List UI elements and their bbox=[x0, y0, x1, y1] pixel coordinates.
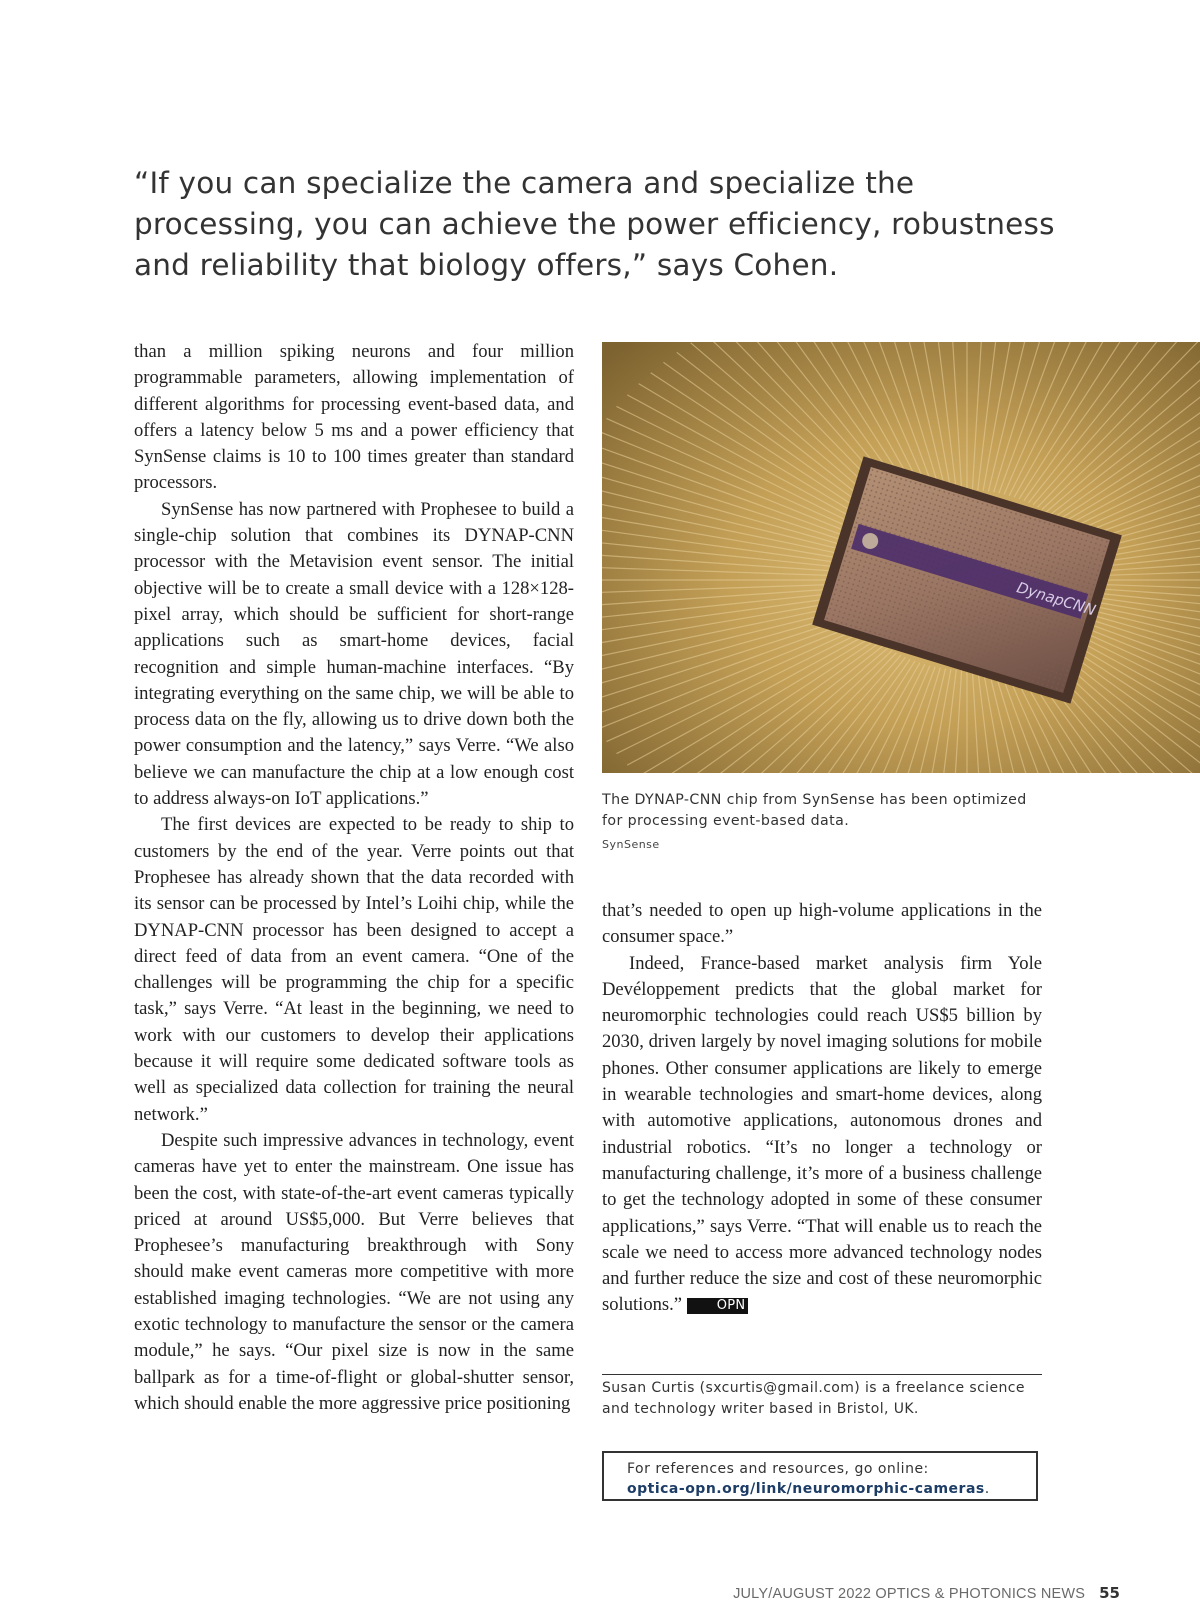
chip-photo-image bbox=[602, 342, 1200, 773]
references-tail: . bbox=[984, 1481, 990, 1497]
page-number: 55 bbox=[1099, 1584, 1120, 1602]
paragraph-last bbox=[602, 951, 1042, 1319]
references-box bbox=[602, 1451, 1038, 1501]
paragraph: SynSense has now partnered with Prophesee to build a single-chip solution that combines its DYNAP-CNN processor with the Metavision event sensor. The initial objective will be to create a small device with a 128×128-pixel array, which should be sufficient for short-range applications such as smart-home devices, facial recognition and simple human-machine interfaces. “By integrating everything on the same chip, we will be able to process data on the fly, allowing us to drive down both the power consumption and the latency,” says Verre. “We also believe we can manufacture the chip at a low enough cost to address always-on IoT applications.” bbox=[134, 498, 574, 810]
photo-caption: The DYNAP-CNN chip from SynSense has been optimized for processing event-based data. bbox=[602, 792, 1027, 829]
paragraph: than a million spiking neurons and four million programmable parameters, allowing implementation of different algorithms for processing event-based data, and offers a latency below 5 ms and a power efficiency that SynSense claims is 10 to 100 times greater than standard processors. bbox=[134, 341, 574, 494]
references-lead: For references and resources, go online: bbox=[627, 1461, 929, 1477]
pull-quote: “If you can specialize the camera and specialize the processing, you can achieve the power efficiency, robustness and reliability that biology offers,” says Cohen. bbox=[134, 166, 1055, 282]
bio-divider bbox=[602, 1374, 1042, 1375]
references-link[interactable]: optica-opn.org/link/neuromorphic-cameras bbox=[627, 1481, 985, 1497]
article-column-left bbox=[134, 339, 574, 1417]
paragraph: The first devices are expected to be ready to ship to customers by the end of the year. Verre points out that Prophesee has already shown that the data recorded with its sensor can be processed by Intel’s Loihi chip, while the DYNAP-CNN processor has been designed to accept a direct feed of data from an event camera. “One of the challenges will be programming the chip for a specific task,” says Verre. “At least in the beginning, we need to work with our customers to develop their applications because it will require some dedicated software tools as well as specialized data collection for training the neural network.” bbox=[134, 814, 574, 1125]
chip-photo bbox=[602, 342, 1200, 773]
author-bio: Susan Curtis (sxcurtis@gmail.com) is a freelance science and technology writer based in Bristol, UK. bbox=[602, 1380, 1025, 1417]
opn-end-mark: OPN bbox=[687, 1298, 749, 1314]
paragraph-text: Indeed, France-based market analysis firm Yole Devéloppement predicts that the global market for neuromorphic technologies could reach US$5 billion by 2030, driven largely by novel imaging solutions for mobile phones. Other consumer applications are likely to emerge in wearable technologies and smart-home devices, along with automotive applications, autonomous drones and industrial robotics. “It’s no longer a technology or manufacturing challenge, it’s more of a business challenge to get the technology adopted in some of these consumer applications,” says Verre. “That will enable us to reach the scale we need to access more advanced technology nodes and further reduce the size and cost of these neuromorphic solutions.” bbox=[602, 952, 1042, 1316]
chip-label: DynapCNN bbox=[1014, 578, 1098, 620]
paragraph: that’s needed to open up high-volume applications in the consumer space.” bbox=[602, 900, 1042, 948]
footer-issue: JULY/AUGUST 2022 OPTICS & PHOTONICS NEWS bbox=[733, 1586, 1086, 1602]
photo-credit: SynSense bbox=[602, 838, 660, 851]
page-footer bbox=[0, 1584, 1120, 1603]
paragraph: Despite such impressive advances in technology, event cameras have yet to enter the mainstream. One issue has been the cost, with state-of-the-art event cameras typically priced at around US$5,000. But Verre believes that Prophesee’s manufacturing breakthrough with Sony should make event cameras more competitive with more established imaging technologies. “We are not using any exotic technology to manufacture the sensor or the camera module,” he says. “Our pixel size is now in the same ballpark as for a time-of-flight or global-shutter sensor, which should enable the more aggressive price positioning bbox=[134, 1129, 574, 1414]
article-column-right bbox=[602, 898, 1042, 1319]
